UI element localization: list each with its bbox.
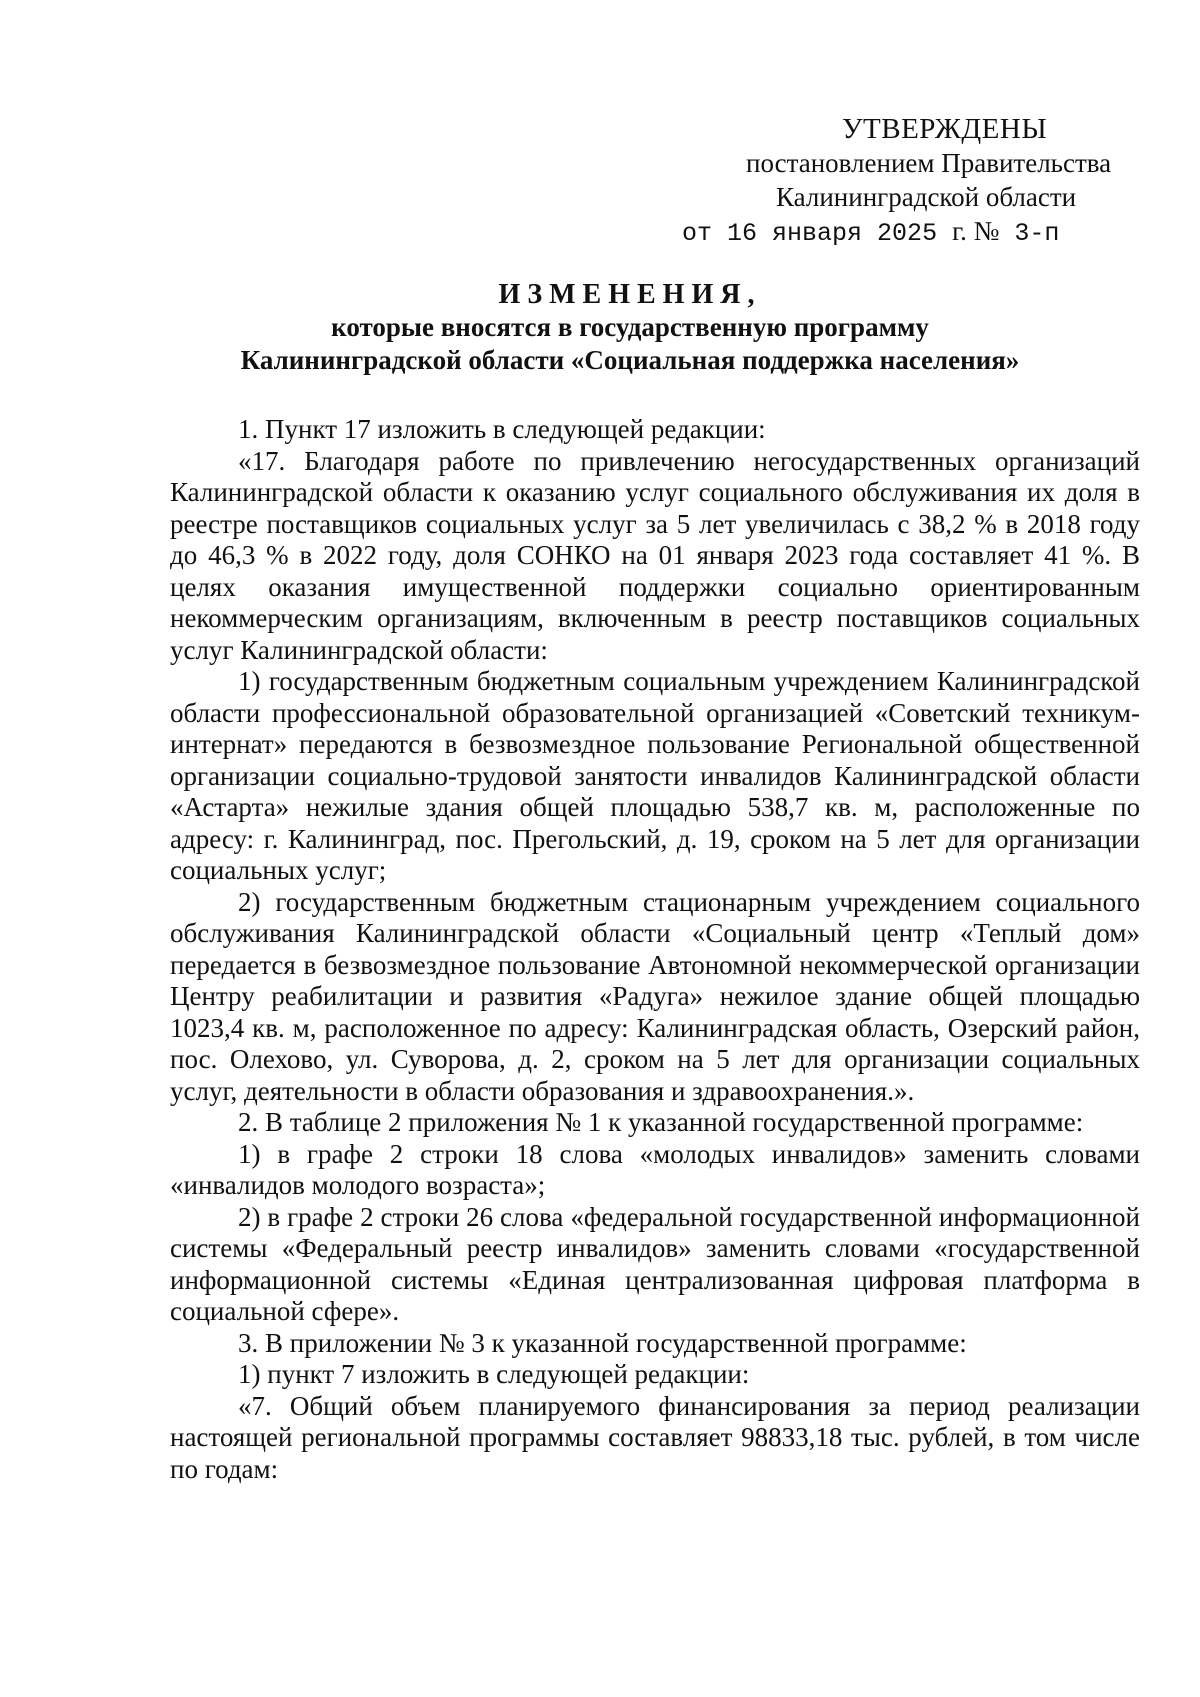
paragraph-10: «7. Общий объем планируемого финансирования за период реализации настоящей региональной программы составляет 98833,18 тыс. рублей, в том числе по годам: bbox=[170, 1390, 1140, 1484]
approval-date-line bbox=[680, 214, 1120, 251]
approval-block bbox=[680, 112, 1120, 251]
heading-title: ИЗМЕНЕНИЯ, bbox=[498, 279, 762, 310]
heading-subtitle-2: Калининградской области «Социальная поддержка населения» bbox=[240, 345, 1020, 375]
approval-date-prefix: от bbox=[682, 219, 713, 248]
paragraph-3: 1) государственным бюджетным социальным учреждением Калининградской области профессиональной образовательной организацией «Советский техникум-интернат» передаются в безвозмездное пользование Региональной общественной организации социально-трудовой занятости инвалидов Калининградской области «Астарта» нежилые здания общей площадью 538,7 кв. м, расположенные по адресу: г. Калининград, пос. Прегольский, д. 19, сроком на 5 лет для организации социальных услуг; bbox=[170, 666, 1140, 885]
approval-date-suffix: г. № bbox=[952, 216, 1000, 246]
paragraph-2: «17. Благодаря работе по привлечению негосударственных организаций Калининградской области к оказанию услуг социального обслуживания их доля в реестре поставщиков социальных услуг за 5 лет увеличилась с 38,2 % в 2018 году до 46,3 % в 2022 году, доля СОНКО на 01 января 2023 года составляет 41 %. В целях оказания имущественной поддержки социально ориентированным некоммерческим организациям, включенным в реестр поставщиков социальных услуг Калининградской области: bbox=[170, 445, 1140, 665]
heading-subtitle-1: которые вносятся в государственную программу bbox=[331, 312, 929, 342]
approval-title: УТВЕРЖДЕНЫ bbox=[842, 113, 1048, 145]
approval-decree-line: постановлением Правительства bbox=[746, 148, 1112, 178]
paragraph-8: 3. В приложении № 3 к указанной государственной программе: bbox=[238, 1327, 967, 1358]
paragraph-7: 2) в графе 2 строки 26 слова «федеральной государственной информационной системы «Федеральный реестр инвалидов» заменить словами «государственной информационной системы «Единая централизованная цифровая платформа в социальной сфере». bbox=[170, 1201, 1140, 1326]
document-body bbox=[170, 414, 1140, 1485]
paragraph-5: 2. В таблице 2 приложения № 1 к указанной государственной программе: bbox=[238, 1107, 1084, 1137]
paragraph-6: 1) в графе 2 строки 18 слова «молодых инвалидов» заменить словами «инвалидов молодого возраста»; bbox=[170, 1138, 1140, 1200]
approval-region-line: Калининградской области bbox=[776, 182, 1077, 212]
document-heading bbox=[160, 278, 1100, 377]
paragraph-1: 1. Пункт 17 изложить в следующей редакции: bbox=[238, 414, 766, 444]
paragraph-9: 1) пункт 7 изложить в следующей редакции: bbox=[238, 1359, 750, 1389]
approval-number: 3-п bbox=[1014, 219, 1060, 248]
paragraph-4: 2) государственным бюджетным стационарным учреждением социального обслуживания Калининградской области «Социальный центр «Теплый дом» передается в безвозмездное пользование Автономной некоммерческой организации Центру реабилитации и развития «Радуга» нежилое здание общей площадью 1023,4 кв. м, расположенное по адресу: Калининградская область, Озерский район, пос. Олехово, ул. Суворова, д. 2, сроком на 5 лет для организации социальных услуг, деятельности в области образования и здравоохранения.». bbox=[170, 886, 1140, 1106]
approval-date-value: 16 января 2025 bbox=[727, 219, 938, 248]
